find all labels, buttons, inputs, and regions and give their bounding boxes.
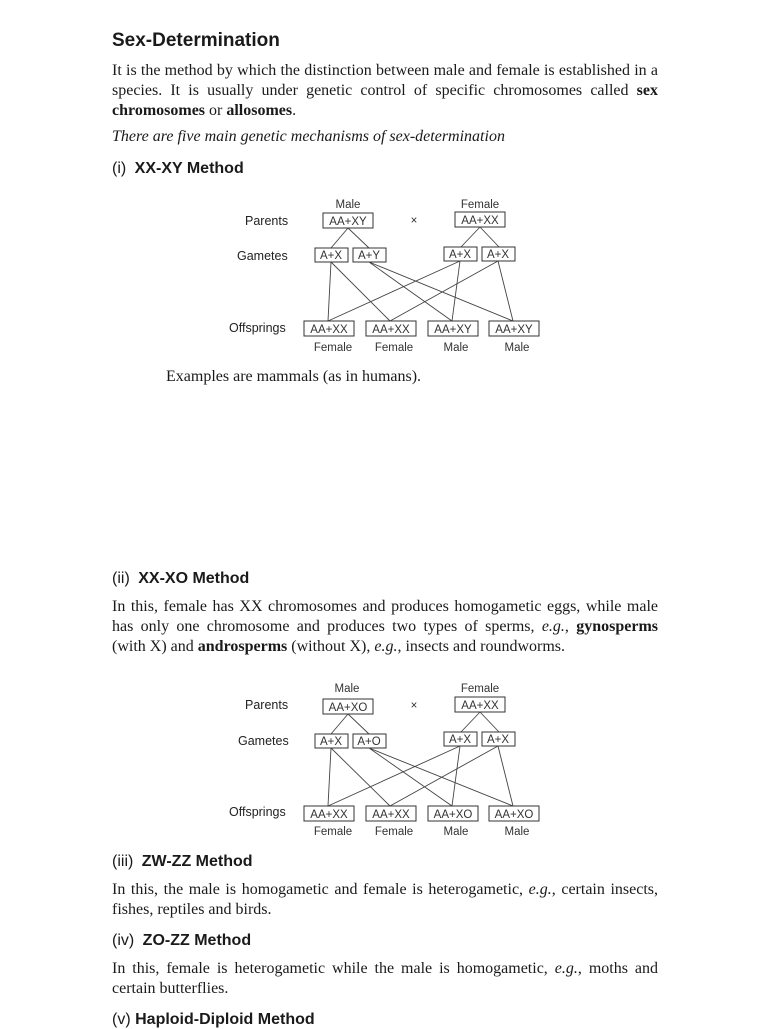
offspring-genotype: AA+XO: [494, 809, 534, 821]
section-title: XX-XY Method: [134, 160, 244, 177]
offspring-sex: Female: [374, 826, 414, 838]
xx-xo-text: (without X),: [287, 638, 375, 655]
gametes-label: Gametes: [237, 249, 288, 263]
section-number: (i): [112, 160, 127, 177]
section-heading-zo-zz: [112, 932, 251, 950]
intro-paragraph: [112, 61, 658, 121]
offspring-sex: Male: [443, 826, 469, 838]
section-title: ZO-ZZ Method: [142, 932, 252, 949]
eg-abbrev: e.g.: [554, 960, 578, 977]
eg-abbrev: e.g.: [541, 618, 565, 635]
offspring-genotype: AA+XY: [434, 324, 472, 336]
zo-zz-paragraph: [112, 959, 658, 999]
offspring-sex: Male: [443, 342, 469, 354]
offspring-genotype: AA+XX: [310, 809, 348, 821]
offspring-genotype: AA+XY: [495, 324, 533, 336]
section-number: (iv): [112, 932, 135, 949]
zw-zz-paragraph: [112, 880, 658, 920]
xx-xo-paragraph: [112, 597, 658, 657]
female-gamete: A+X: [486, 249, 510, 261]
offspring-sex: Female: [313, 342, 353, 354]
male-gamete: A+Y: [357, 250, 381, 262]
offspring-genotype: AA+XX: [372, 809, 410, 821]
section-title: XX-XO Method: [138, 570, 250, 587]
section-title: Haploid-Diploid Method: [135, 1011, 315, 1028]
xx-xo-text: , insects and roundworms.: [397, 638, 566, 655]
term-allosomes: allosomes: [226, 102, 293, 119]
intro-text: .: [292, 102, 297, 119]
female-gamete: A+X: [448, 734, 472, 746]
section-number: (v): [112, 1011, 131, 1028]
female-label: Female: [460, 683, 500, 695]
eg-abbrev: e.g.: [528, 881, 552, 898]
male-parent-genotype: AA+XY: [329, 216, 367, 228]
zo-zz-text: In this, female is heterogametic while the male is homogametic,: [112, 960, 555, 977]
term-sex-chromosomes: sex chromosomes: [112, 82, 658, 119]
section-title: ZW-ZZ Method: [141, 853, 253, 870]
xx-xo-cross-diagram: [0, 676, 768, 846]
parents-label: Parents: [245, 214, 289, 228]
male-parent-genotype: AA+XO: [328, 702, 368, 714]
male-gamete: A+X: [319, 736, 343, 748]
xx-xy-example: Examples are mammals (as in humans).: [166, 368, 422, 385]
male-gamete: A+X: [319, 250, 343, 262]
section-heading-zw-zz: [112, 853, 253, 871]
xx-xy-cross-diagram: [0, 190, 768, 360]
section-heading-haploid-diploid: [112, 1011, 315, 1029]
offspring-sex: Female: [374, 342, 414, 354]
offspring-sex: Male: [504, 826, 530, 838]
page-heading: Sex-Determination: [112, 30, 280, 51]
cross-symbol: ×: [410, 700, 418, 712]
section-heading-xx-xo: [112, 570, 249, 588]
offspring-sex: Male: [504, 342, 530, 354]
xx-xo-text: ,: [564, 618, 577, 635]
mechanisms-line: There are five main genetic mechanisms of sex-determination: [112, 128, 505, 145]
female-parent-genotype: AA+XX: [461, 215, 499, 227]
xx-xo-text: In this, female has XX chromosomes and produces homogametic eggs, while male has only one chromosome and produces two types of sperms,: [112, 598, 658, 635]
term-androsperms: androsperms: [197, 638, 288, 655]
section-number: (ii): [112, 570, 130, 587]
offsprings-label: Offsprings: [229, 321, 286, 335]
zw-zz-text: In this, the male is homogametic and female is heterogametic,: [112, 881, 529, 898]
offspring-sex: Female: [313, 826, 353, 838]
intro-text: or: [205, 102, 227, 119]
male-label: Male: [335, 199, 361, 211]
zw-zz-text: , certain insects, fishes, reptiles and birds.: [112, 881, 658, 918]
intro-text: It is the method by which the distinction between male and female is established in a species. It is usually under genetic control of specific chromosomes called: [112, 62, 658, 99]
offsprings-label: Offsprings: [229, 805, 286, 819]
male-gamete: A+O: [357, 736, 381, 748]
male-label: Male: [334, 683, 360, 695]
offspring-genotype: AA+XX: [372, 324, 410, 336]
parents-label: Parents: [245, 698, 289, 712]
female-gamete: A+X: [486, 734, 510, 746]
female-gamete: A+X: [448, 249, 472, 261]
female-parent-genotype: AA+XX: [461, 700, 499, 712]
offspring-genotype: AA+XX: [310, 324, 348, 336]
cross-symbol: ×: [410, 215, 418, 227]
section-heading-xx-xy: [112, 160, 244, 178]
zo-zz-text: , moths and certain butterflies.: [112, 960, 659, 997]
term-gynosperms: gynosperms: [576, 618, 659, 635]
eg-abbrev: e.g.: [374, 638, 398, 655]
gametes-label: Gametes: [238, 734, 289, 748]
section-number: (iii): [112, 853, 134, 870]
female-label: Female: [460, 199, 500, 211]
xx-xo-text: (with X) and: [112, 638, 198, 655]
offspring-genotype: AA+XO: [433, 809, 473, 821]
